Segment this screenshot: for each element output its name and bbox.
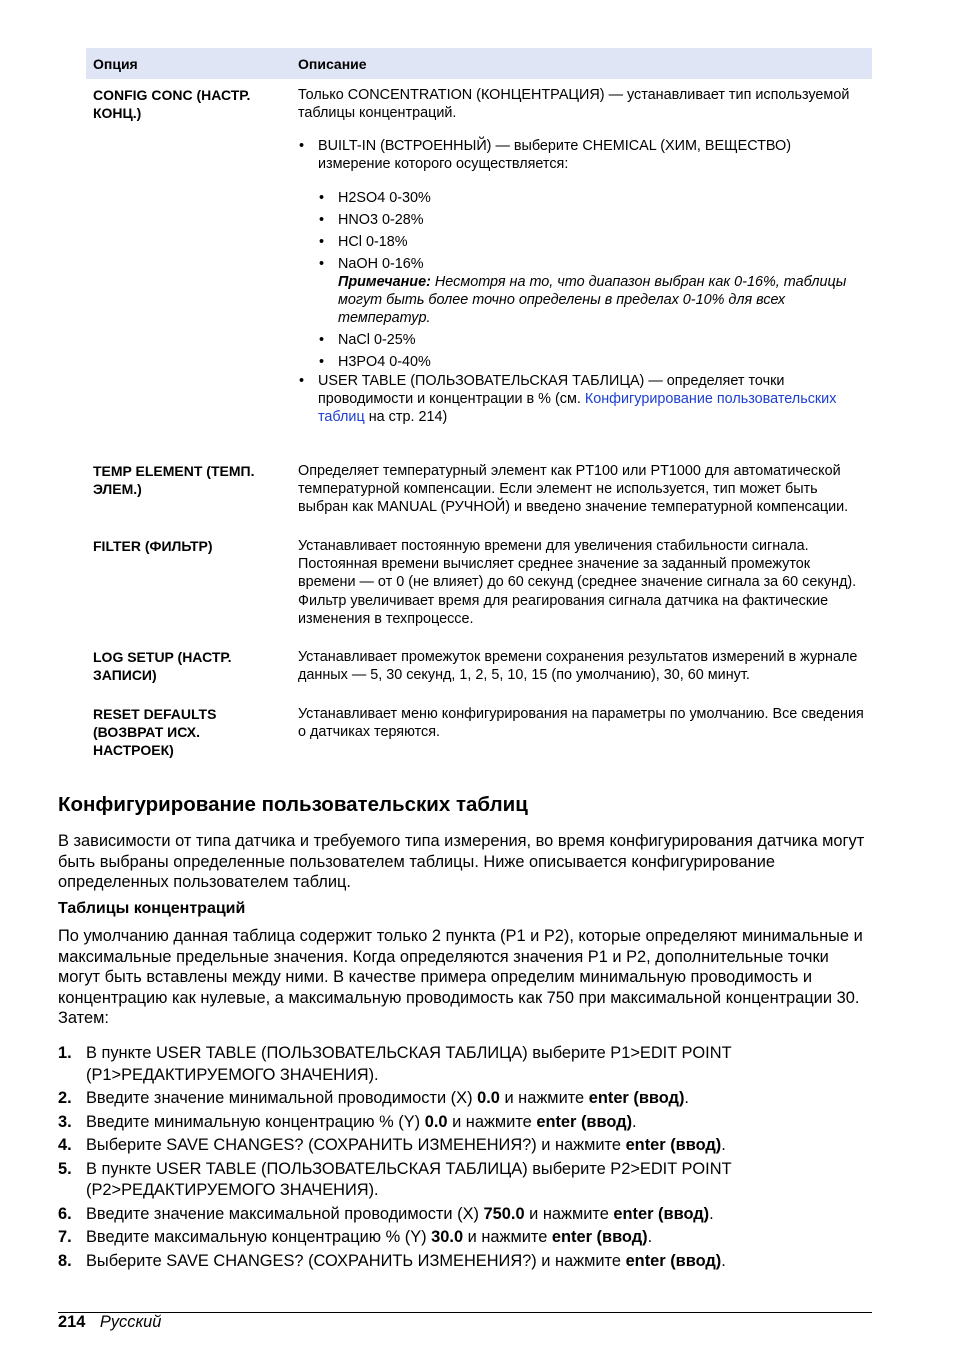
table-row: [86, 440, 872, 530]
page-reference: на стр. 214): [368, 409, 448, 426]
section-link[interactable]: Конфигурирование пользовательских таблиц: [318, 391, 837, 426]
description-text: Только CONCENTRATION (КОНЦЕНТРАЦИЯ) — устанавливает тип используемой таблицы концентраций.: [298, 87, 850, 122]
note-text: Несмотря на то, что диапазон выбран как 0-16%, таблицы могут быть более точно определены в пределах 0-10% для всех температур.: [338, 273, 847, 327]
step-text: и нажмите: [504, 1089, 585, 1107]
step-text: Введите максимальную концентрацию % (Y): [86, 1228, 427, 1246]
header-description: Описание: [291, 48, 872, 79]
list-item: [298, 137, 864, 372]
step-key: enter (ввод): [613, 1204, 710, 1223]
option-description: Устанавливает постоянную времени для увеличения стабильности сигнала. Постоянная времени вычисляет среднее значение за заданный промежуток времени — от 0 (не влияет) до 60 секунд (среднее значение сигнала за 60 секунд). Фильтр увеличивает время для реагирования сигнала датчика на фактические изменения в техпроцессе.: [298, 537, 857, 627]
option-name: CONFIG CONC (НАСТР. КОНЦ.): [93, 87, 251, 122]
option-description: Определяет температурный элемент как PT100 или PT1000 для автоматической температурной компенсации. Если элемент не используется, тип может быть выбран как MANUAL (РУЧНОЙ) и введено значение температурной компенсации.: [298, 462, 849, 516]
step-end: .: [632, 1112, 637, 1131]
step-item: [58, 1088, 868, 1110]
step-text: Выберите SAVE CHANGES? (СОХРАНИТЬ ИЗМЕНЕНИЯ?) и нажмите: [86, 1136, 621, 1154]
step-item: [58, 1112, 868, 1134]
step-item: [58, 1204, 868, 1226]
section-title: Конфигурирование пользовательских таблиц: [58, 793, 528, 816]
step-text: Введите значение максимальной проводимости (X): [86, 1204, 479, 1223]
page-footer: [58, 1312, 161, 1332]
step-key: enter (ввод): [625, 1251, 722, 1270]
option-name: TEMP ELEMENT (ТЕМП. ЭЛЕМ.): [93, 462, 255, 498]
note-label: Примечание:: [338, 273, 431, 290]
step-number: 1.: [58, 1044, 72, 1062]
step-key: enter (ввод): [536, 1112, 633, 1131]
footer-language: Русский: [99, 1313, 162, 1331]
step-number: 2.: [58, 1089, 72, 1107]
step-text: и нажмите: [529, 1204, 609, 1223]
option-description: Устанавливает промежуток времени сохранения результатов измерений в журнале данных — 5, 30 секунд, 1, 2, 5, 10, 15 (по умолчанию), 30, 60 минут.: [298, 649, 858, 684]
table-header-row: [86, 48, 872, 79]
step-number: 7.: [58, 1228, 72, 1246]
option-name: RESET DEFAULTS (ВОЗВРАТ ИСХ. НАСТРОЕК): [93, 705, 217, 759]
step-text: Введите минимальную концентрацию % (Y): [86, 1112, 421, 1131]
step-value: 750.0: [483, 1204, 525, 1223]
table-row: [86, 79, 872, 440]
step-value: 30.0: [431, 1228, 464, 1246]
bullet-text: USER TABLE (ПОЛЬЗОВАТЕЛЬСКАЯ ТАБЛИЦА) — определяет точки проводимости и концентрации в % (см.: [318, 372, 785, 408]
option-name: LOG SETUP (НАСТР. ЗАПИСИ): [93, 649, 232, 684]
step-item: [58, 1251, 868, 1273]
step-end: .: [684, 1089, 689, 1107]
page-number: 214: [58, 1313, 86, 1331]
step-end: .: [721, 1136, 726, 1154]
list-item: [298, 372, 864, 427]
list-item: • H3PO4 0-40%: [318, 353, 864, 371]
list-item: [318, 255, 864, 328]
step-text: В пункте USER TABLE (ПОЛЬЗОВАТЕЛЬСКАЯ ТАБЛИЦА) выберите P2>EDIT POINT (P2>РЕДАКТИРУЕМОГО ЗНАЧЕНИЯ).: [86, 1159, 732, 1199]
step-value: 0.0: [477, 1089, 500, 1107]
step-item: [58, 1043, 868, 1086]
list-item: • HNO3 0-28%: [318, 211, 864, 229]
option-name: FILTER (ФИЛЬТР): [93, 537, 213, 554]
step-number: 6.: [58, 1204, 72, 1223]
step-number: 3.: [58, 1112, 72, 1131]
step-number: 5.: [58, 1159, 72, 1178]
steps-list: [58, 1043, 868, 1274]
step-text: Выберите SAVE CHANGES? (СОХРАНИТЬ ИЗМЕНЕНИЯ?) и нажмите: [86, 1251, 621, 1270]
step-text: и нажмите: [467, 1228, 548, 1246]
bullet-list: [298, 137, 864, 427]
option-description: [291, 79, 872, 440]
table-row: [86, 698, 872, 773]
step-item: [58, 1135, 868, 1157]
list-item: • NaCl 0-25%: [318, 331, 864, 349]
list-item: • H2SO4 0-30%: [318, 189, 864, 207]
step-end: .: [721, 1251, 726, 1270]
subsection-title: Таблицы концентраций: [58, 900, 246, 917]
step-item: [58, 1227, 868, 1249]
chemical-name: NaOH 0-16%: [338, 255, 424, 272]
step-text: и нажмите: [452, 1112, 532, 1131]
step-text: Введите значение минимальной проводимости (X): [86, 1089, 473, 1107]
step-key: enter (ввод): [625, 1136, 722, 1154]
options-table: [86, 48, 872, 773]
header-option: Опция: [86, 48, 291, 79]
step-end: .: [647, 1228, 653, 1246]
bullet-text: BUILT-IN (ВСТРОЕННЫЙ) — выберите CHEMICAL (ХИМ, ВЕЩЕСТВО) измерение которого осуществляется:: [318, 137, 792, 172]
table-row: [86, 641, 872, 698]
footer-divider: [58, 1312, 872, 1313]
step-text: В пункте USER TABLE (ПОЛЬЗОВАТЕЛЬСКАЯ ТАБЛИЦА) выберите P1>EDIT POINT (P1>РЕДАКТИРУЕМОГО ЗНАЧЕНИЯ).: [86, 1044, 732, 1084]
step-number: 4.: [58, 1136, 72, 1154]
chemical-list: [318, 189, 864, 371]
step-number: 8.: [58, 1251, 72, 1270]
step-item: [58, 1159, 868, 1202]
step-key: enter (ввод): [588, 1089, 685, 1107]
option-description: Устанавливает меню конфигурирования на параметры по умолчанию. Все сведения о датчиках теряются.: [298, 705, 864, 741]
step-end: .: [709, 1204, 714, 1223]
table-row: [86, 530, 872, 641]
intro-paragraph: В зависимости от типа датчика и требуемого типа измерения, во время конфигурирования датчика могут быть выбраны определенные пользователем таблицы. Ниже описывается конфигурирование определенных пользователем таблиц.: [58, 832, 865, 891]
body-paragraph: По умолчанию данная таблица содержит только 2 пункта (P1 и P2), которые определяют минимальные и максимальные предельные значения. Когда определяются значения P1 и P2, дополнительные точки могут быть вставлены между ними. В качестве примера определим минимальную проводимость и концентрацию как нулевые, а максимальную проводимость как 750 при максимальной концентрации 30. Затем:: [58, 927, 863, 1027]
list-item: • HCl 0-18%: [318, 233, 864, 251]
step-key: enter (ввод): [551, 1228, 648, 1246]
note: [338, 273, 864, 328]
step-value: 0.0: [424, 1112, 448, 1131]
